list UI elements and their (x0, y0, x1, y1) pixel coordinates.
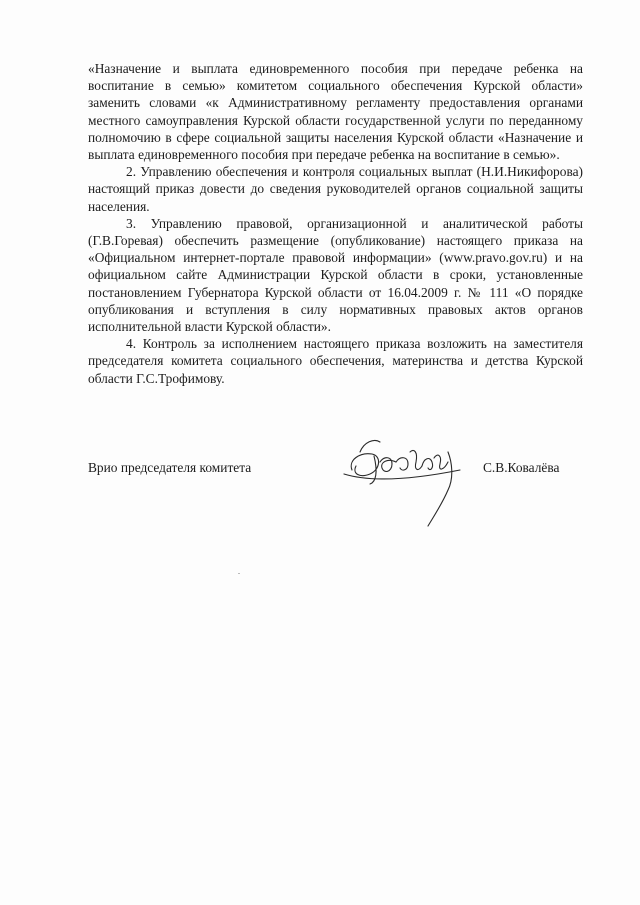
paragraph-item-2: 2. Управлению обеспечения и контроля социальных выплат (Н.И.Никифорова) настоящий приказ довести до сведения руководителей органов социальной защиты населения. (88, 164, 583, 214)
paragraph-item-3: 3. Управлению правовой, организационной и аналитической работы (Г.В.Горевая) обеспечить размещение (опубликование) настоящего приказа на «Официальном интернет-портале правовой информации» (www.pravo.gov.ru) и на официальном сайте Администрации Курской области в сроки, установленные постановлением Губернатора Курской области от 16.04.2009 г. № 111 «О порядке опубликования и вступления в силу нормативных правовых актов органов исполнительной власти Курской области». (88, 215, 583, 335)
paragraph-continuation: «Назначение и выплата единовременного пособия при передаче ребенка на воспитание в семью» комитетом социального обеспечения Курской области» заменить словами «к Административному регламенту предоставления органами местного самоуправления Курской области государственной услуги по переданному полномочию в сфере социальной защиты населения Курской области «Назначение и выплата единовременного пособия при передаче ребенка на воспитание в семью». (88, 61, 583, 163)
signer-name: С.В.Ковалёва (483, 460, 560, 475)
scan-speck (238, 573, 240, 574)
signature-row (88, 460, 583, 480)
paragraph-item-4: 4. Контроль за исполнением настоящего приказа возложить на заместителя председателя комитета социального обеспечения, материнства и детства Курской области Г.С.Трофимову. (88, 336, 583, 386)
signer-position: Врио председателя комитета (88, 460, 252, 475)
document-body (88, 60, 583, 387)
